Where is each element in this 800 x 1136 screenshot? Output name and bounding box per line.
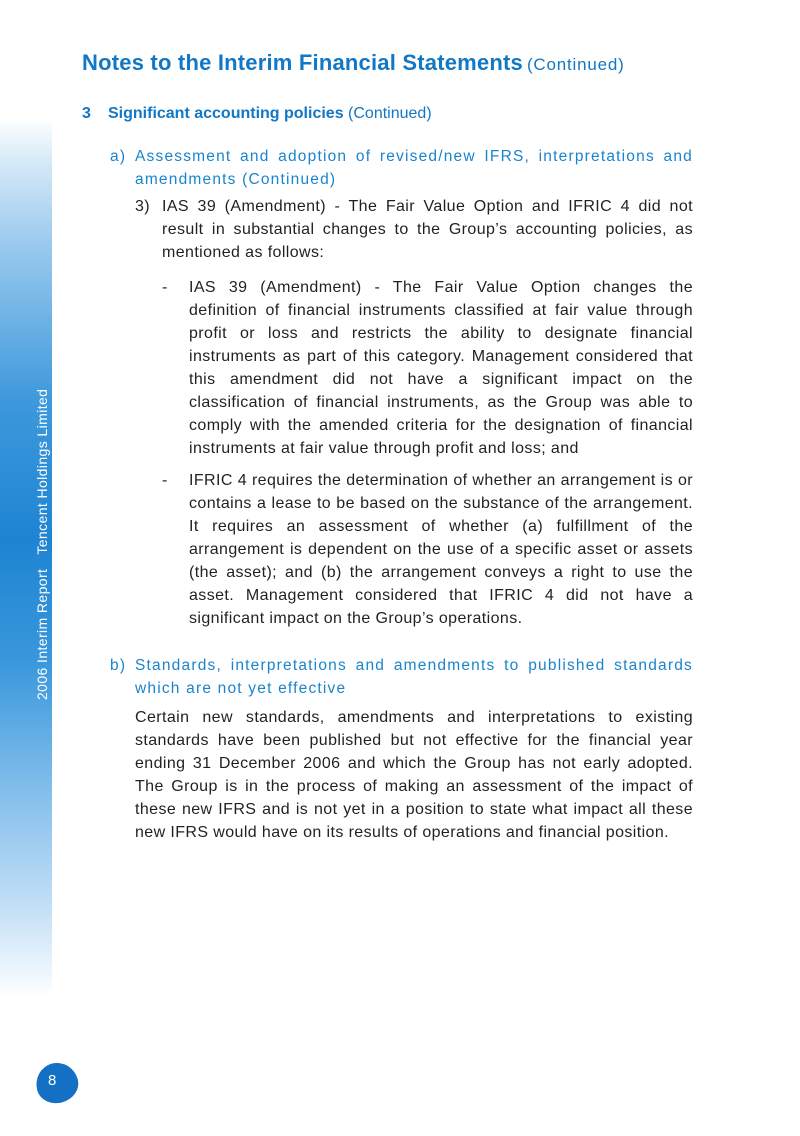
sub-item-3-text: IAS 39 (Amendment) - The Fair Value Option and IFRIC 4 did not result in substantial changes to the Group’s accounting policies, as mentioned as follows: — [162, 198, 693, 261]
page-title: Notes to the Interim Financial Statements — [82, 50, 523, 75]
page-header — [82, 50, 625, 76]
page-title-continued: (Continued) — [526, 55, 625, 74]
sub-item-3-label: 3) — [135, 198, 151, 215]
item-b-heading: Standards, interpretations and amendments to published standards which are not yet effective — [135, 657, 693, 697]
page-number: 8 — [48, 1072, 57, 1089]
item-a-heading: Assessment and adoption of revised/new IFRS, interpretations and amendments (Continued) — [135, 148, 693, 188]
section-title: Significant accounting policies — [108, 105, 344, 122]
section-heading — [108, 105, 432, 123]
bullet-ifric-4: IFRIC 4 requires the determination of whether an arrangement is or contains a lease to be based on the substance of the arrangement. It requires an assessment of whether (a) fulfillment of the arrangement is dependent on the use of a specific asset or assets (the asset); and (b) the arrangement conveys a right to use the asset. Management considered that IFRIC 4 did not have a significant impact on the Group’s operations. — [189, 472, 693, 627]
item-b-body: Certain new standards, amendments and interpretations to existing standards have been published but not effective for the financial year ending 31 December 2006 and which the Group has not early adopted. The Group is in the process of making an assessment of the impact of these new IFRS and is not yet in a position to state what impact all these new IFRS would have on its results of operations and financial position. — [135, 709, 693, 841]
item-b-label: b) — [110, 657, 127, 674]
item-a-label: a) — [110, 148, 127, 165]
page-number-badge — [32, 1058, 83, 1108]
bullet-dash: - — [162, 279, 168, 296]
section-continued: (Continued) — [348, 105, 432, 122]
side-report-name: 2006 Interim Report — [34, 568, 50, 700]
bullet-fair-value-option: IAS 39 (Amendment) - The Fair Value Option changes the definition of financial instruments classified at fair value through profit or loss and restricts the ability to designate financial instruments as part of this category. Management considered that this amendment did not have a significant impact on the classification of financial instruments, as the Group was able to comply with the amended criteria for the designation of financial instruments at fair value through profit and loss; and — [189, 279, 693, 457]
section-number: 3 — [82, 105, 91, 122]
side-running-title — [34, 389, 50, 700]
bullet-dash: - — [162, 472, 168, 489]
side-company-name: Tencent Holdings Limited — [34, 388, 50, 555]
